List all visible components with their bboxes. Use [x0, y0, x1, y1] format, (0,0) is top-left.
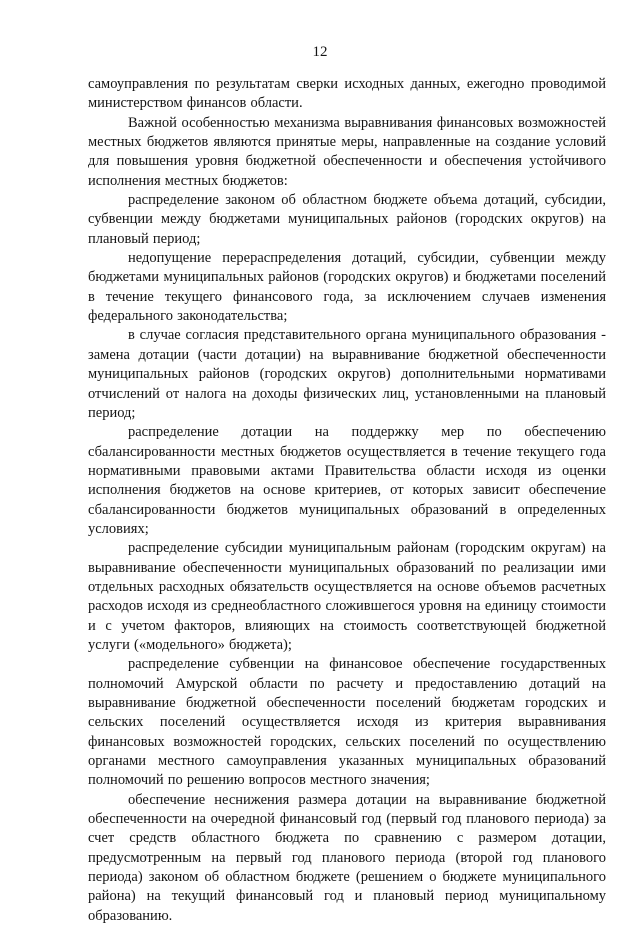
document-body — [88, 75, 606, 926]
paragraph-measure-5: распределение субсидии муниципальным районам (городским округам) на выравнивание обеспеченности муниципальных образований по реализации ими отдельных расходных обязательств осуществляется на основе объемов расчетных расходов исходя из среднеобластного сложившегося уровня на единицу стоимости и с учетом факторов, влияющих на стоимость соответствующей бюджетной услуги («модельного» бюджета); — [88, 540, 606, 653]
paragraph-measure-2: недопущение перераспределения дотаций, субсидии, субвенции между бюджетами муниципальных районов (городских округов) и бюджетами поселений в течение текущего финансового года, за исключением случаев изменения федерального законодательства; — [88, 250, 606, 325]
paragraph-intro: Важной особенностью механизма выравнивания финансовых возможностей местных бюджетов являются принятые меры, направленные на создание условий для повышения уровня бюджетной обеспеченности и обеспечения устойчивого исполнения местных бюджетов: — [88, 114, 606, 189]
paragraph-measure-4: распределение дотации на поддержку мер по обеспечению сбалансированности местных бюджетов осуществляется в течение текущего года нормативными правовыми актами Правительства области исходя из оценки исполнения бюджетов на основе критериев, от которых зависит обеспечение сбалансированности бюджетов муниципальных образований в определенных условиях; — [88, 424, 606, 537]
paragraph-measure-3: в случае согласия представительного органа муниципального образования - замена дотации (части дотации) на выравнивание бюджетной обеспеченности муниципальных районов (городских округов) дополнительными нормативами отчислений от налога на доходы физических лиц, установленными на плановый период; — [88, 327, 606, 421]
paragraph-measure-1: распределение законом об областном бюджете объема дотаций, субсидии, субвенции между бюджетами муниципальных районов (городских округов) на плановый период; — [88, 192, 606, 247]
page-number: 12 — [312, 44, 328, 60]
paragraph-measure-6: распределение субвенции на финансовое обеспечение государственных полномочий Амурской области по расчету и предоставлению дотаций на выравнивание бюджетной обеспеченности поселений бюджетам городских и сельских поселений осуществляется исходя из критерия выравнивания финансовых возможностей городских, сельских поселений по осуществлению органами местного самоуправления указанных муниципальных образований полномочий по решению вопросов местного значения; — [88, 656, 606, 789]
paragraph-measure-7: обеспечение неснижения размера дотации на выравнивание бюджетной обеспеченности на очередной финансовый год (первый год планового периода) за счет средств областного бюджета по сравнению с размером дотации, предусмотренным на первый год планового периода (второй год планового периода) законом об областном бюджете (решением о бюджете муниципального района) на текущий финансовый год и плановый период муниципальному образованию. — [88, 791, 606, 924]
paragraph-continuation: самоуправления по результатам сверки исходных данных, ежегодно проводимой министерством финансов области. — [88, 76, 606, 112]
